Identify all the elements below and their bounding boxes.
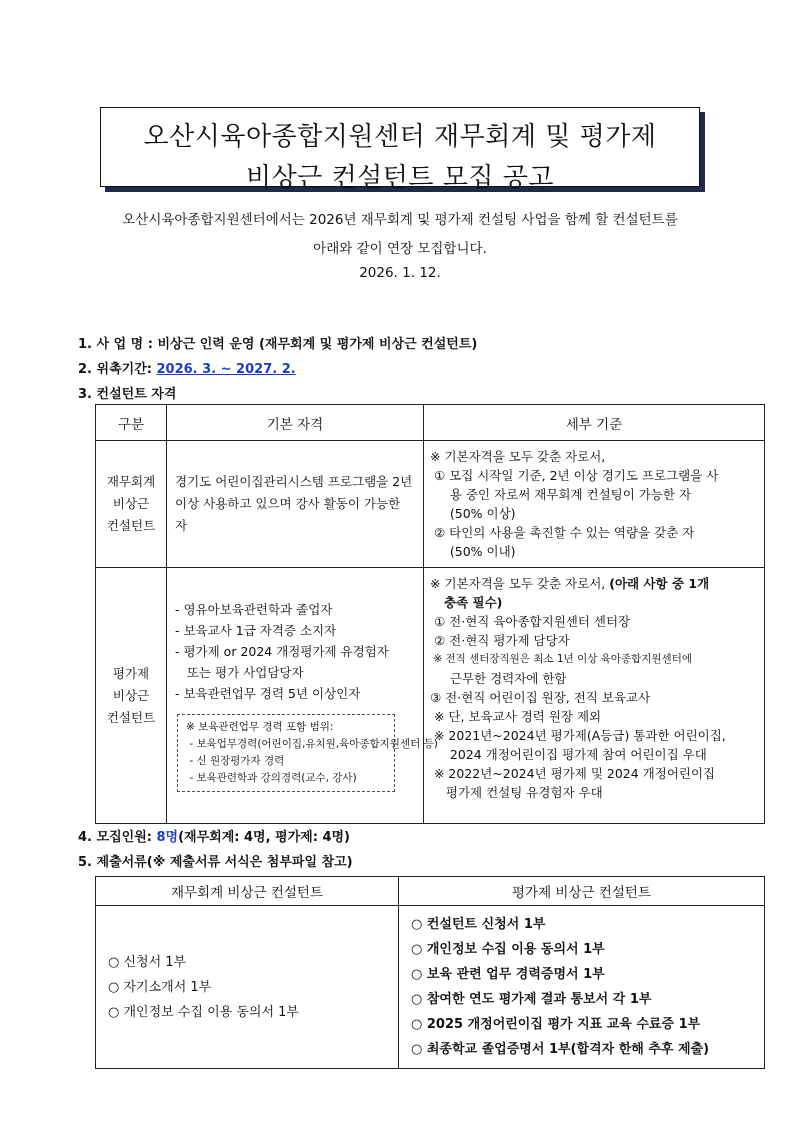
section-5	[78, 851, 353, 870]
header-category: 구분	[96, 405, 167, 441]
announcement-date: 2026. 1. 12.	[359, 265, 441, 281]
detail-line: ② 타인의 사용을 촉진할 수 있는 역량을 갖춘 자	[430, 525, 695, 540]
section-number: 3.	[78, 387, 92, 402]
doc-item: ○ 컨설턴트 신청서 1부	[411, 917, 546, 932]
doc-item: ○ 최종학교 졸업증명서 1부(합격자 한해 추후 제출)	[411, 1042, 710, 1057]
category-line: 컨설턴트	[106, 709, 156, 725]
title-line-2: 비상근 컨설턴트 모집 공고	[245, 163, 555, 193]
doc-list-evaluation	[399, 906, 765, 1069]
section-3	[78, 383, 176, 402]
detail-line: ※ 전직 센터장직원은 최소 1년 이상 육아종합지원센터에	[430, 653, 692, 665]
detail-line: 평가제 컨설팅 유경험자 우대	[430, 785, 603, 800]
intro-line-2: 아래와 같이 연장 모집합니다.	[313, 241, 487, 257]
category-line: 비상근	[112, 687, 150, 703]
detail-line: 근무한 경력자에 한함	[430, 671, 567, 686]
doc-list-finance	[96, 906, 399, 1069]
detail-finance	[424, 441, 765, 568]
detail-line	[430, 593, 758, 612]
detail-bold: (아래 사항 중 1개	[609, 576, 710, 591]
intro-line-1: 오산시육아종합지원센터에서는 2026년 재무회계 및 평가제 컨설팅 사업을 함께 할 컨설턴트를	[122, 212, 678, 228]
appointment-period: 2026. 3. ~ 2027. 2.	[156, 362, 296, 377]
section-value: 비상근 인력 운영 (재무회계 및 평가제 비상근 컨설턴트)	[157, 337, 478, 352]
doc-header-evaluation: 평가제 비상근 컨설턴트	[399, 877, 765, 906]
doc-item: ○ 참여한 연도 평가제 결과 통보서 각 1부	[411, 992, 652, 1007]
detail-bold: 충족 필수)	[444, 595, 503, 610]
scope-line: - 보육업무경력(어린이집,유치원,육아종합지원센터 등)	[186, 738, 438, 750]
scope-line: - 보육관련학과 강의경력(교수, 강사)	[186, 772, 357, 784]
detail-evaluation	[424, 568, 765, 824]
section-label: 제출서류(※ 제출서류 서식은 첨부파일 참고)	[96, 855, 353, 870]
detail-line: ※ 기본자격을 모두 갖춘 자로서,	[430, 449, 606, 464]
detail-line: 2024 개정어린이집 평가제 참여 어린이집 우대	[430, 747, 707, 762]
section-label: 위촉기간:	[96, 362, 152, 377]
section-number: 2.	[78, 362, 92, 377]
detail-line: ① 모집 시작일 기준, 2년 이상 경기도 프로그램을 사	[430, 468, 719, 483]
doc-item: ○ 자기소개서 1부	[108, 979, 212, 995]
section-2	[78, 358, 296, 377]
detail-intro: ※ 기본자격을 모두 갖춘 자로서,	[430, 576, 606, 591]
qualification-table	[95, 404, 765, 824]
category-line: 비상근	[112, 496, 150, 511]
category-line: 평가제	[112, 665, 150, 681]
detail-line: ② 전·현직 평가제 담당자	[430, 633, 570, 648]
career-scope-box	[177, 714, 438, 792]
basic-evaluation	[167, 568, 438, 824]
detail-line: (50% 이내)	[430, 544, 516, 559]
section-number: 1.	[78, 337, 92, 352]
documents-table	[95, 876, 765, 1069]
basic-item: - 영유아보육관련학과 졸업자	[175, 602, 333, 617]
section-label: 모집인원:	[96, 830, 152, 845]
section-label: 컨설턴트 자격	[96, 387, 177, 402]
section-number: 4.	[78, 830, 92, 845]
doc-item: ○ 2025 개정어린이집 평가 지표 교육 수료증 1부	[411, 1017, 701, 1032]
title-box	[100, 107, 700, 193]
scope-line: ※ 보육관련업무 경력 포함 범위:	[186, 721, 334, 733]
title-line-1: 오산시육아종합지원센터 재무회계 및 평가제	[143, 122, 657, 152]
category-line: 컨설턴트	[106, 518, 156, 533]
basic-item: - 보육교사 1급 자격증 소지자	[175, 623, 337, 638]
detail-line: (50% 이상)	[430, 506, 516, 521]
detail-line	[430, 574, 758, 593]
section-1	[78, 333, 477, 352]
doc-row	[96, 906, 765, 1069]
section-4	[78, 826, 350, 845]
detail-line: ※ 2022년~2024년 평가제 및 2024 개정어린이집	[430, 766, 716, 781]
recruit-detail: (재무회계: 4명, 평가제: 4명)	[178, 830, 351, 845]
table-row-evaluation	[96, 568, 765, 824]
scope-line: - 신 원장평가자 경력	[186, 755, 285, 767]
doc-item: ○ 신청서 1부	[108, 954, 187, 970]
table-row-finance	[96, 441, 765, 568]
detail-line: ※ 2021년~2024년 평가제(A등급) 통과한 어린이집,	[430, 728, 726, 743]
detail-line: 용 중인 자로써 재무회계 컨설팅이 가능한 자	[430, 487, 692, 502]
section-label: 사 업 명 :	[96, 337, 153, 352]
basic-item: - 평가제 or 2024 개정평가제 유경험자	[175, 644, 389, 659]
doc-header-finance: 재무회계 비상근 컨설턴트	[96, 877, 399, 906]
doc-item: ○ 개인정보 수집 이용 동의서 1부	[411, 942, 605, 957]
basic-item: - 보육관련업무 경력 5년 이상인자	[175, 686, 361, 701]
doc-item: ○ 보육 관련 업무 경력증명서 1부	[411, 967, 605, 982]
basic-finance: 경기도 어린이집관리시스템 프로그램을 2년 이상 사용하고 있으며 강사 활동이 가능한 자	[167, 441, 424, 568]
header-basic: 기본 자격	[167, 405, 424, 441]
category-line: 재무회계	[106, 474, 156, 489]
doc-item: ○ 개인정보 수집 이용 동의서 1부	[108, 1004, 299, 1020]
detail-line: ※ 단, 보육교사 경력 원장 제외	[430, 709, 602, 724]
basic-item: 또는 평가 사업담당자	[175, 665, 304, 680]
table-header-row	[96, 405, 765, 441]
section-number: 5.	[78, 855, 92, 870]
category-evaluation	[96, 568, 167, 824]
detail-line: ① 전·현직 육아종합지원센터 센터장	[430, 614, 631, 629]
detail-line: ③ 전·현직 어린이집 원장, 전직 보육교사	[430, 690, 651, 705]
category-finance	[96, 441, 167, 568]
recruit-count: 8명	[156, 830, 179, 845]
doc-header-row	[96, 877, 765, 906]
header-detail: 세부 기준	[424, 405, 765, 441]
